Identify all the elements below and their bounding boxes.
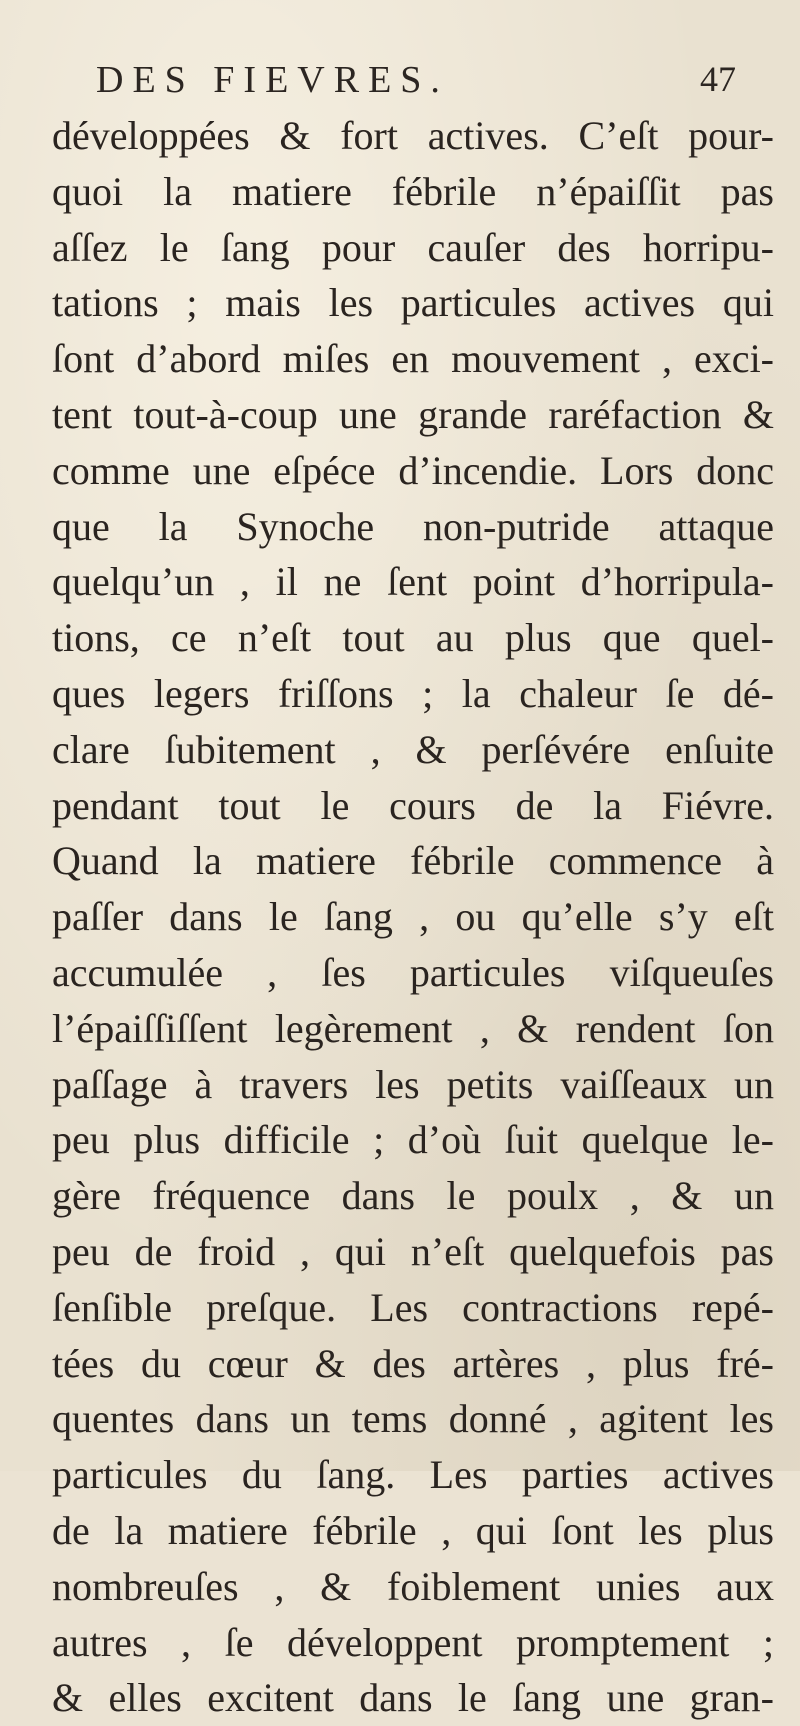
text-line: peu de froid , qui n’eſt quelquefois pas xyxy=(52,1228,774,1274)
text-line: pendant tout le cours de la Fiévre. xyxy=(52,782,774,828)
text-line: peu plus difficile ; d’où ſuit quelque le- xyxy=(52,1117,774,1163)
text-line: quoi la matiere fébrile n’épaiſſit pas xyxy=(52,168,774,214)
text-line: quentes dans un tems donné , agitent les xyxy=(52,1396,774,1442)
text-line: & elles excitent dans le ſang une gran- xyxy=(52,1675,774,1721)
text-line: quelqu’un , il ne ſent point d’horripula- xyxy=(52,559,774,605)
text-line: Quand la matiere fébrile commence à xyxy=(52,838,774,884)
text-line: autres , ſe développent promptement ; xyxy=(52,1619,774,1665)
running-title: DES FIEVRES. xyxy=(96,59,449,101)
text-line: gère fréquence dans le poulx , & un xyxy=(52,1173,774,1219)
text-line: tations ; mais les particules actives qui xyxy=(52,280,774,326)
page-number: 47 xyxy=(700,59,736,99)
text-line: ques legers friſſons ; la chaleur ſe dé- xyxy=(52,670,774,716)
body-text xyxy=(52,108,774,1726)
running-head xyxy=(96,58,736,108)
text-line: ſenſible preſque. Les contractions repé- xyxy=(52,1284,774,1330)
text-line: particules du ſang. Les parties actives xyxy=(52,1452,774,1498)
text-line: accumulée , ſes particules viſqueuſes xyxy=(52,949,774,995)
text-line: que la Synoche non-putride attaque xyxy=(52,503,774,549)
text-line: tent tout-à-coup une grande raréfaction & xyxy=(52,391,774,437)
text-line: l’épaiſſiſſent legèrement , & rendent ſon xyxy=(52,1005,774,1051)
text-line: paſſer dans le ſang , ou qu’elle s’y eſt xyxy=(52,894,774,940)
text-line: tées du cœur & des artères , plus fré- xyxy=(52,1340,774,1386)
text-line: développées & fort actives. C’eſt pour- xyxy=(52,113,774,158)
text-line: ſont d’abord miſes en mouvement , exci- xyxy=(52,336,774,382)
text-line: paſſage à travers les petits vaiſſeaux un xyxy=(52,1061,774,1107)
text-line: de la matiere fébrile , qui ſont les plus xyxy=(52,1507,774,1553)
text-line: aſſez le ſang pour cauſer des horripu- xyxy=(52,224,774,270)
text-line: comme une eſpéce d’incendie. Lors donc xyxy=(52,447,774,493)
text-line: tions, ce n’eſt tout au plus que quel- xyxy=(52,615,774,661)
text-line: nombreuſes , & foiblement unies aux xyxy=(52,1563,774,1609)
text-line: clare ſubitement , & perſévére enſuite xyxy=(52,726,774,772)
